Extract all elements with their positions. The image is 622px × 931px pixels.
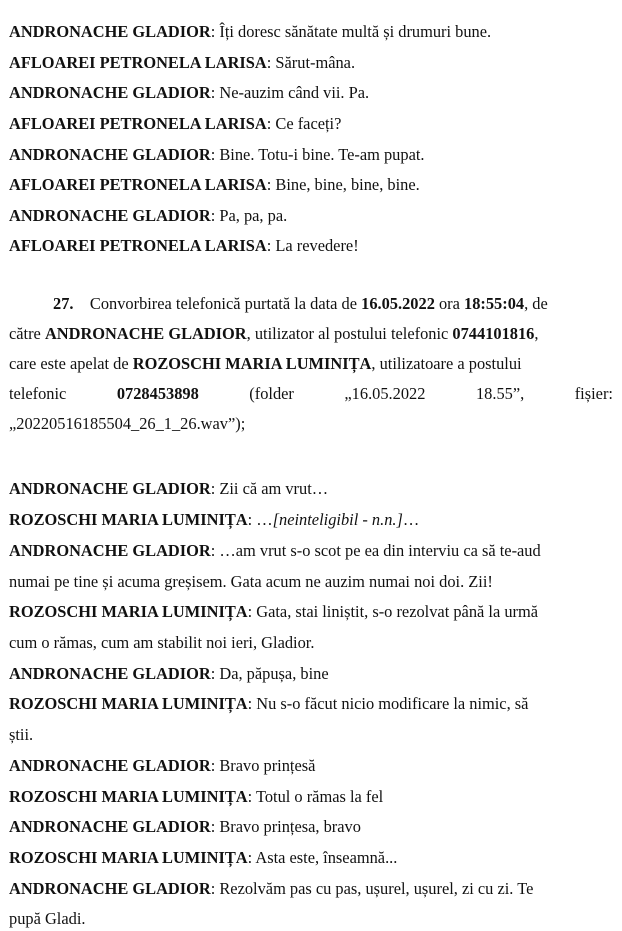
speaker-name: ROZOSCHI MARIA LUMINIȚA [9, 694, 248, 713]
editor-note: [neinteligibil - n.n.] [272, 510, 403, 529]
folder-time: 18.55”, [475, 384, 525, 403]
dialog-line [9, 175, 420, 195]
utterance: : Da, păpușa, bine [210, 664, 329, 683]
item-number: 27. [53, 294, 74, 313]
dialog-line [9, 145, 425, 165]
utterance: : Bravo prințesa, bravo [210, 817, 361, 836]
utterance: : … [247, 510, 273, 529]
speaker-name: ROZOSCHI MARIA LUMINIȚA [9, 510, 248, 529]
dialog-line [9, 817, 361, 837]
dialog-line [9, 114, 341, 134]
utterance: : Gata, stai liniștit, s-o rezolvat până la urmă [247, 602, 538, 621]
speaker-name: ANDRONACHE GLADIOR [9, 22, 211, 41]
dialog-line [9, 602, 538, 622]
utterance: … [402, 510, 420, 529]
utterance: : Nu s-o făcut nicio modificare la nimic, să [247, 694, 529, 713]
paragraph-text: , de [524, 294, 548, 313]
speaker-name: ROZOSCHI MARIA LUMINIȚA [9, 848, 248, 867]
utterance: : Îți doresc sănătate multă și drumuri bune. [210, 22, 492, 41]
paragraph-line [9, 319, 613, 349]
paragraph-line [9, 409, 613, 439]
paragraph-line [9, 349, 613, 379]
dialog-line [9, 479, 328, 499]
caller-phone: 0744101816 [452, 324, 535, 343]
speaker-name: ANDRONACHE GLADIOR [9, 206, 211, 225]
audio-file-name: „20220516185504_26_1_26.wav”); [9, 414, 246, 433]
utterance: : La revedere! [266, 236, 359, 255]
utterance: : Ce faceți? [266, 114, 342, 133]
paragraph-text: , [534, 324, 539, 343]
dialog-line [9, 787, 383, 807]
utterance: : Rezolvăm pas cu pas, ușurel, ușurel, zi cu zi. Te [210, 879, 534, 898]
dialog-line [9, 22, 491, 42]
dialog-line [9, 541, 541, 561]
dialog-line [9, 664, 329, 684]
call-time: 18:55:04 [464, 294, 525, 313]
paragraph-text: , utilizator al postului telefonic [246, 324, 453, 343]
folder-date: „16.05.2022 [344, 384, 426, 403]
utterance: : Bravo prințesă [210, 756, 316, 775]
utterance: : Sărut-mâna. [266, 53, 356, 72]
paragraph-text: care este apelat de [9, 354, 133, 373]
dialog-line-continuation: pupă Gladi. [9, 909, 86, 928]
speaker-name: ANDRONACHE GLADIOR [9, 664, 211, 683]
paragraph-line [9, 289, 613, 319]
dialog-line [9, 756, 315, 776]
speaker-name: ROZOSCHI MARIA LUMINIȚA [9, 787, 248, 806]
speaker-name: ANDRONACHE GLADIOR [9, 817, 211, 836]
dialog-line [9, 510, 419, 530]
speaker-name: ROZOSCHI MARIA LUMINIȚA [9, 602, 248, 621]
speaker-name: AFLOAREI PETRONELA LARISA [9, 236, 267, 255]
speaker-name: AFLOAREI PETRONELA LARISA [9, 114, 267, 133]
call-description-paragraph [9, 289, 613, 439]
speaker-name: AFLOAREI PETRONELA LARISA [9, 53, 267, 72]
call-date: 16.05.2022 [361, 294, 435, 313]
utterance: : Pa, pa, pa. [210, 206, 288, 225]
utterance: : Totul o rămas la fel [247, 787, 384, 806]
dialog-line [9, 848, 397, 868]
speaker-name: ANDRONACHE GLADIOR [9, 145, 211, 164]
speaker-name: ANDRONACHE GLADIOR [9, 83, 211, 102]
dialog-line [9, 694, 528, 714]
callee-phone: 0728453898 [116, 384, 199, 403]
caller-name: ANDRONACHE GLADIOR [44, 324, 247, 343]
dialog-line [9, 83, 369, 103]
dialog-line-continuation: cum o rămas, cum am stabilit noi ieri, Gladior. [9, 633, 315, 652]
utterance: : Ne-auzim când vii. Pa. [210, 83, 370, 102]
speaker-name: ANDRONACHE GLADIOR [9, 541, 211, 560]
dialog-line-continuation: știi. [9, 725, 34, 744]
speaker-name: AFLOAREI PETRONELA LARISA [9, 175, 267, 194]
callee-name: ROZOSCHI MARIA LUMINIȚA [132, 354, 372, 373]
speaker-name: ANDRONACHE GLADIOR [9, 879, 211, 898]
utterance: : …am vrut s-o scot pe ea din interviu ca să te-aud [210, 541, 541, 560]
speaker-name: ANDRONACHE GLADIOR [9, 756, 211, 775]
utterance: : Bine. Totu-i bine. Te-am pupat. [210, 145, 425, 164]
dialog-line [9, 206, 287, 226]
paragraph-text: (folder [249, 384, 294, 403]
dialog-line [9, 236, 359, 256]
dialog-line [9, 53, 355, 73]
paragraph-text: ora [434, 294, 465, 313]
paragraph-text: fișier: [574, 384, 613, 403]
paragraph-text: către [9, 324, 45, 343]
utterance: : Asta este, înseamnă... [247, 848, 398, 867]
speaker-name: ANDRONACHE GLADIOR [9, 479, 211, 498]
paragraph-text: , utilizatoare a postului [371, 354, 522, 373]
dialog-line-continuation: numai pe tine și acuma greșisem. Gata acum ne auzim numai noi doi. Zii! [9, 572, 493, 591]
paragraph-line [9, 379, 613, 409]
utterance: : Zii că am vrut… [210, 479, 329, 498]
paragraph-text: telefonic [9, 384, 67, 403]
paragraph-text: Convorbirea telefonică purtată la data de [89, 294, 362, 313]
dialog-line [9, 879, 533, 899]
utterance: : Bine, bine, bine, bine. [266, 175, 420, 194]
